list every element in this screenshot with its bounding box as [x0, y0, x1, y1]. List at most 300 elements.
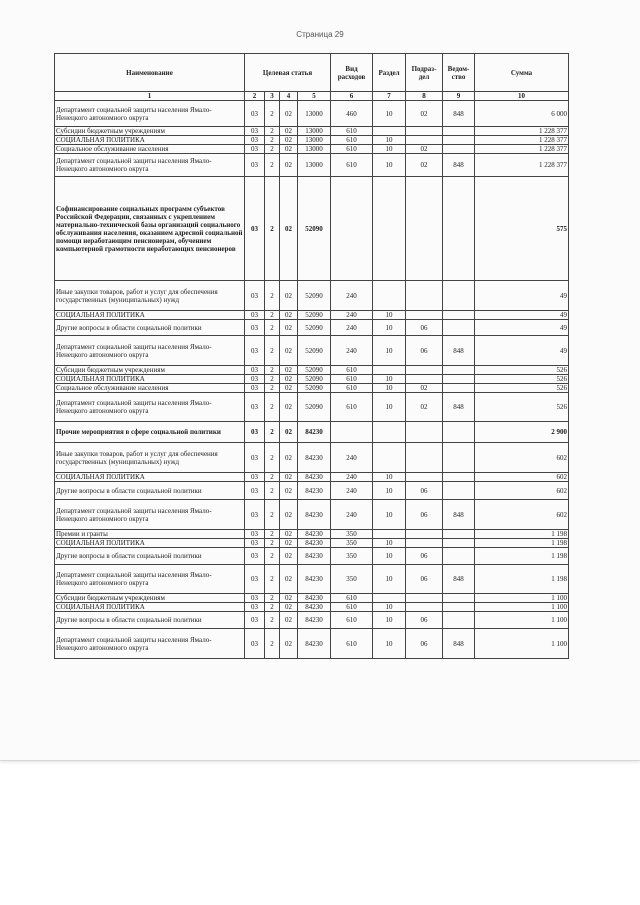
- target-code-3: 02: [280, 281, 298, 311]
- target-code-3: 02: [280, 603, 298, 612]
- target-code-3: 02: [280, 320, 298, 336]
- row-name: Субсидии бюджетным учреждениям: [55, 594, 245, 603]
- target-code-2: 2: [265, 336, 280, 366]
- target-code-1: 03: [245, 281, 265, 311]
- expense-type: 610: [331, 384, 373, 393]
- row-name: Субсидии бюджетным учреждениям: [55, 127, 245, 136]
- target-code-2: 2: [265, 136, 280, 145]
- row-name: Другие вопросы в области социальной политики: [55, 548, 245, 565]
- header-section: Раздел: [373, 54, 406, 92]
- target-code-3: 02: [280, 336, 298, 366]
- expense-type: 610: [331, 136, 373, 145]
- department-code: [443, 384, 475, 393]
- target-code-2: 2: [265, 482, 280, 500]
- col-number: 9: [443, 92, 475, 101]
- target-code-3: 02: [280, 127, 298, 136]
- col-number: 6: [331, 92, 373, 101]
- expense-type: 240: [331, 473, 373, 482]
- section-code: [373, 177, 406, 281]
- col-number: 4: [280, 92, 298, 101]
- table-row: [55, 154, 569, 177]
- section-code: 10: [373, 311, 406, 320]
- target-code-1: 03: [245, 375, 265, 384]
- table-row: [55, 603, 569, 612]
- target-code-4: 52090: [298, 336, 331, 366]
- department-code: [443, 482, 475, 500]
- col-number: 8: [406, 92, 443, 101]
- subsection-code: [406, 603, 443, 612]
- subsection-code: 06: [406, 320, 443, 336]
- target-code-3: 02: [280, 473, 298, 482]
- row-sum: 1 198: [475, 539, 569, 548]
- target-code-4: 84230: [298, 530, 331, 539]
- section-code: [373, 443, 406, 473]
- expense-type: 610: [331, 375, 373, 384]
- col-number: 2: [245, 92, 265, 101]
- subsection-code: [406, 443, 443, 473]
- target-code-3: 02: [280, 500, 298, 530]
- department-code: [443, 366, 475, 375]
- target-code-3: 02: [280, 482, 298, 500]
- target-code-2: 2: [265, 443, 280, 473]
- department-code: [443, 612, 475, 629]
- target-code-4: 84230: [298, 612, 331, 629]
- table-row: [55, 629, 569, 659]
- expense-type: 350: [331, 530, 373, 539]
- row-name: Другие вопросы в области социальной политики: [55, 482, 245, 500]
- section-code: 10: [373, 539, 406, 548]
- department-code: [443, 539, 475, 548]
- row-name: Другие вопросы в области социальной политики: [55, 612, 245, 629]
- target-code-1: 03: [245, 154, 265, 177]
- target-code-4: 84230: [298, 443, 331, 473]
- target-code-3: 02: [280, 101, 298, 127]
- row-sum: 1 228 377: [475, 154, 569, 177]
- target-code-1: 03: [245, 384, 265, 393]
- subsection-code: 02: [406, 101, 443, 127]
- target-code-1: 03: [245, 422, 265, 443]
- table-row: [55, 136, 569, 145]
- subsection-code: [406, 422, 443, 443]
- table-row: [55, 127, 569, 136]
- target-code-2: 2: [265, 101, 280, 127]
- row-sum: 49: [475, 311, 569, 320]
- subsection-code: [406, 127, 443, 136]
- row-sum: 575: [475, 177, 569, 281]
- subsection-code: 02: [406, 384, 443, 393]
- department-code: [443, 177, 475, 281]
- table-row: [55, 443, 569, 473]
- target-code-2: 2: [265, 530, 280, 539]
- department-code: [443, 311, 475, 320]
- target-code-3: 02: [280, 422, 298, 443]
- target-code-3: 02: [280, 530, 298, 539]
- target-code-2: 2: [265, 565, 280, 594]
- row-sum: 602: [475, 443, 569, 473]
- page-number: Страница 29: [296, 30, 344, 39]
- row-sum: 526: [475, 393, 569, 422]
- header-name: Наименование: [55, 54, 245, 92]
- subsection-code: [406, 539, 443, 548]
- expense-type: 610: [331, 629, 373, 659]
- target-code-1: 03: [245, 594, 265, 603]
- row-sum: 526: [475, 366, 569, 375]
- row-sum: 1 100: [475, 612, 569, 629]
- section-code: [373, 127, 406, 136]
- subsection-code: 06: [406, 500, 443, 530]
- row-name: Департамент социальной защиты населения Ямало-Ненецкого автономного округа: [55, 101, 245, 127]
- department-code: [443, 320, 475, 336]
- expense-type: 240: [331, 443, 373, 473]
- row-name: СОЦИАЛЬНАЯ ПОЛИТИКА: [55, 473, 245, 482]
- row-name: Софинансирование социальных программ субъектов Российской Федерации, связанных с укреплением материально-технической базы организаций социального обслуживания населения, оказанием адресной социальной помощи неработающим пенсионерам, обучением компьютерной грамотности неработающих пенсионеров: [55, 177, 245, 281]
- subsection-code: [406, 136, 443, 145]
- section-code: [373, 422, 406, 443]
- target-code-4: 52090: [298, 320, 331, 336]
- subsection-code: 02: [406, 154, 443, 177]
- expense-type: 350: [331, 565, 373, 594]
- table-row: [55, 530, 569, 539]
- target-code-3: 02: [280, 612, 298, 629]
- header-exp-type: Вид расходов: [331, 54, 373, 92]
- target-code-1: 03: [245, 548, 265, 565]
- expense-type: [331, 177, 373, 281]
- row-sum: 1 228 377: [475, 136, 569, 145]
- target-code-4: 84230: [298, 539, 331, 548]
- target-code-2: 2: [265, 539, 280, 548]
- target-code-2: 2: [265, 384, 280, 393]
- target-code-1: 03: [245, 473, 265, 482]
- section-code: 10: [373, 482, 406, 500]
- row-sum: 2 900: [475, 422, 569, 443]
- expense-type: 350: [331, 539, 373, 548]
- table-row: [55, 482, 569, 500]
- target-code-3: 02: [280, 384, 298, 393]
- expense-type: 240: [331, 281, 373, 311]
- row-sum: 1 198: [475, 530, 569, 539]
- table-row: [55, 594, 569, 603]
- target-code-1: 03: [245, 393, 265, 422]
- header-subsection: Подраз-дел: [406, 54, 443, 92]
- subsection-code: 06: [406, 612, 443, 629]
- row-sum: 1 228 377: [475, 145, 569, 154]
- section-code: 10: [373, 629, 406, 659]
- target-code-3: 02: [280, 539, 298, 548]
- row-name: Департамент социальной защиты населения Ямало-Ненецкого автономного округа: [55, 393, 245, 422]
- subsection-code: [406, 473, 443, 482]
- table-row: [55, 384, 569, 393]
- table-row: [55, 311, 569, 320]
- col-number: 10: [475, 92, 569, 101]
- target-code-4: 84230: [298, 629, 331, 659]
- target-code-4: 52090: [298, 281, 331, 311]
- row-sum: 1 100: [475, 603, 569, 612]
- table-row: [55, 473, 569, 482]
- expense-type: 350: [331, 548, 373, 565]
- department-code: [443, 594, 475, 603]
- target-code-3: 02: [280, 594, 298, 603]
- target-code-1: 03: [245, 603, 265, 612]
- table-row: [55, 565, 569, 594]
- section-code: 10: [373, 101, 406, 127]
- section-code: 10: [373, 473, 406, 482]
- department-code: [443, 375, 475, 384]
- target-code-1: 03: [245, 336, 265, 366]
- department-code: 848: [443, 336, 475, 366]
- section-code: 10: [373, 565, 406, 594]
- section-code: 10: [373, 603, 406, 612]
- expense-type: [331, 422, 373, 443]
- table-body: [55, 92, 569, 659]
- table-row: [55, 336, 569, 366]
- target-code-1: 03: [245, 311, 265, 320]
- target-code-1: 03: [245, 366, 265, 375]
- row-sum: 1 198: [475, 548, 569, 565]
- target-code-2: 2: [265, 629, 280, 659]
- expense-type: 610: [331, 612, 373, 629]
- target-code-1: 03: [245, 612, 265, 629]
- subsection-code: 06: [406, 548, 443, 565]
- expense-type: 610: [331, 154, 373, 177]
- section-code: 10: [373, 375, 406, 384]
- row-sum: 49: [475, 281, 569, 311]
- table-row: [55, 393, 569, 422]
- subsection-code: [406, 281, 443, 311]
- department-code: [443, 443, 475, 473]
- row-name: Социальное обслуживание населения: [55, 384, 245, 393]
- column-number-row: [55, 92, 569, 101]
- expense-type: 610: [331, 366, 373, 375]
- col-number: 3: [265, 92, 280, 101]
- department-code: [443, 136, 475, 145]
- subsection-code: 06: [406, 629, 443, 659]
- expense-type: 240: [331, 482, 373, 500]
- expense-type: 610: [331, 127, 373, 136]
- target-code-4: 13000: [298, 145, 331, 154]
- section-code: [373, 530, 406, 539]
- budget-table: [54, 53, 569, 659]
- department-code: [443, 422, 475, 443]
- col-number: 1: [55, 92, 245, 101]
- target-code-3: 02: [280, 393, 298, 422]
- subsection-code: 06: [406, 565, 443, 594]
- target-code-1: 03: [245, 500, 265, 530]
- target-code-1: 03: [245, 629, 265, 659]
- expense-type: 460: [331, 101, 373, 127]
- section-code: 10: [373, 154, 406, 177]
- section-code: 10: [373, 136, 406, 145]
- row-sum: 602: [475, 473, 569, 482]
- target-code-4: 84230: [298, 482, 331, 500]
- expense-type: 240: [331, 311, 373, 320]
- department-code: [443, 127, 475, 136]
- section-code: 10: [373, 145, 406, 154]
- row-name: Департамент социальной защиты населения Ямало-Ненецкого автономного округа: [55, 500, 245, 530]
- target-code-4: 52090: [298, 177, 331, 281]
- section-code: 10: [373, 336, 406, 366]
- target-code-1: 03: [245, 565, 265, 594]
- row-name: Департамент социальной защиты населения Ямало-Ненецкого автономного округа: [55, 565, 245, 594]
- header-sum: Сумма: [475, 54, 569, 92]
- target-code-1: 03: [245, 482, 265, 500]
- target-code-3: 02: [280, 565, 298, 594]
- target-code-1: 03: [245, 127, 265, 136]
- section-code: [373, 281, 406, 311]
- target-code-4: 13000: [298, 127, 331, 136]
- target-code-4: 52090: [298, 311, 331, 320]
- target-code-4: 13000: [298, 154, 331, 177]
- target-code-2: 2: [265, 145, 280, 154]
- row-sum: 526: [475, 384, 569, 393]
- row-name: Департамент социальной защиты населения Ямало-Ненецкого автономного округа: [55, 629, 245, 659]
- target-code-1: 03: [245, 101, 265, 127]
- row-sum: 526: [475, 375, 569, 384]
- table-row: [55, 366, 569, 375]
- department-code: 848: [443, 565, 475, 594]
- target-code-4: 13000: [298, 136, 331, 145]
- header-row: [55, 54, 569, 92]
- table-row: [55, 422, 569, 443]
- row-name: СОЦИАЛЬНАЯ ПОЛИТИКА: [55, 603, 245, 612]
- target-code-2: 2: [265, 281, 280, 311]
- target-code-4: 84230: [298, 422, 331, 443]
- row-sum: 1 228 377: [475, 127, 569, 136]
- subsection-code: [406, 311, 443, 320]
- row-name: Премии и гранты: [55, 530, 245, 539]
- expense-type: 240: [331, 500, 373, 530]
- header-target: Целевая статья: [245, 54, 331, 92]
- target-code-4: 84230: [298, 548, 331, 565]
- department-code: 848: [443, 154, 475, 177]
- row-name: Другие вопросы в области социальной политики: [55, 320, 245, 336]
- row-sum: 602: [475, 482, 569, 500]
- target-code-1: 03: [245, 539, 265, 548]
- target-code-3: 02: [280, 548, 298, 565]
- table-row: [55, 539, 569, 548]
- table-row: [55, 177, 569, 281]
- target-code-1: 03: [245, 443, 265, 473]
- row-name: Иные закупки товаров, работ и услуг для обеспечения государственных (муниципальных) нужд: [55, 443, 245, 473]
- department-code: [443, 145, 475, 154]
- target-code-3: 02: [280, 145, 298, 154]
- table-row: [55, 500, 569, 530]
- target-code-3: 02: [280, 154, 298, 177]
- subsection-code: [406, 177, 443, 281]
- row-name: Иные закупки товаров, работ и услуг для обеспечения государственных (муниципальных) нужд: [55, 281, 245, 311]
- expense-type: 610: [331, 145, 373, 154]
- subsection-code: [406, 366, 443, 375]
- expense-type: 610: [331, 594, 373, 603]
- row-name: Социальное обслуживание населения: [55, 145, 245, 154]
- row-sum: 49: [475, 336, 569, 366]
- target-code-2: 2: [265, 422, 280, 443]
- department-code: 848: [443, 629, 475, 659]
- row-sum: 1 198: [475, 565, 569, 594]
- row-name: СОЦИАЛЬНАЯ ПОЛИТИКА: [55, 539, 245, 548]
- row-sum: 6 000: [475, 101, 569, 127]
- target-code-2: 2: [265, 603, 280, 612]
- expense-type: 610: [331, 393, 373, 422]
- row-name: Субсидии бюджетным учреждениям: [55, 366, 245, 375]
- target-code-4: 52090: [298, 384, 331, 393]
- target-code-1: 03: [245, 320, 265, 336]
- table-row: [55, 375, 569, 384]
- target-code-2: 2: [265, 127, 280, 136]
- table-row: [55, 145, 569, 154]
- target-code-2: 2: [265, 177, 280, 281]
- row-name: СОЦИАЛЬНАЯ ПОЛИТИКА: [55, 375, 245, 384]
- subsection-code: 02: [406, 145, 443, 154]
- row-sum: 602: [475, 500, 569, 530]
- subsection-code: 06: [406, 336, 443, 366]
- target-code-4: 52090: [298, 375, 331, 384]
- row-sum: 49: [475, 320, 569, 336]
- target-code-3: 02: [280, 177, 298, 281]
- section-code: 10: [373, 393, 406, 422]
- target-code-2: 2: [265, 594, 280, 603]
- target-code-4: 84230: [298, 603, 331, 612]
- subsection-code: 06: [406, 482, 443, 500]
- subsection-code: [406, 375, 443, 384]
- target-code-1: 03: [245, 530, 265, 539]
- target-code-4: 84230: [298, 500, 331, 530]
- table-row: [55, 281, 569, 311]
- subsection-code: [406, 530, 443, 539]
- row-name: СОЦИАЛЬНАЯ ПОЛИТИКА: [55, 136, 245, 145]
- target-code-2: 2: [265, 393, 280, 422]
- table-row: [55, 548, 569, 565]
- target-code-1: 03: [245, 145, 265, 154]
- subsection-code: [406, 594, 443, 603]
- row-name: Прочие мероприятия в сфере социальной политики: [55, 422, 245, 443]
- target-code-2: 2: [265, 154, 280, 177]
- section-code: [373, 366, 406, 375]
- target-code-4: 52090: [298, 393, 331, 422]
- target-code-2: 2: [265, 500, 280, 530]
- target-code-3: 02: [280, 443, 298, 473]
- target-code-4: 13000: [298, 101, 331, 127]
- target-code-4: 84230: [298, 565, 331, 594]
- section-code: 10: [373, 500, 406, 530]
- target-code-1: 03: [245, 136, 265, 145]
- target-code-4: 84230: [298, 473, 331, 482]
- target-code-4: 52090: [298, 366, 331, 375]
- expense-type: 240: [331, 336, 373, 366]
- department-code: 848: [443, 500, 475, 530]
- expense-type: 240: [331, 320, 373, 336]
- expense-type: 610: [331, 603, 373, 612]
- department-code: 848: [443, 393, 475, 422]
- target-code-2: 2: [265, 548, 280, 565]
- section-code: 10: [373, 548, 406, 565]
- target-code-3: 02: [280, 136, 298, 145]
- section-code: 10: [373, 320, 406, 336]
- target-code-3: 02: [280, 311, 298, 320]
- col-number: 5: [298, 92, 331, 101]
- section-code: [373, 594, 406, 603]
- row-name: СОЦИАЛЬНАЯ ПОЛИТИКА: [55, 311, 245, 320]
- section-code: 10: [373, 384, 406, 393]
- table-row: [55, 101, 569, 127]
- section-code: 10: [373, 612, 406, 629]
- target-code-3: 02: [280, 375, 298, 384]
- header-department: Ведом-ство: [443, 54, 475, 92]
- subsection-code: 02: [406, 393, 443, 422]
- department-code: [443, 548, 475, 565]
- department-code: [443, 281, 475, 311]
- row-sum: 1 100: [475, 629, 569, 659]
- target-code-2: 2: [265, 311, 280, 320]
